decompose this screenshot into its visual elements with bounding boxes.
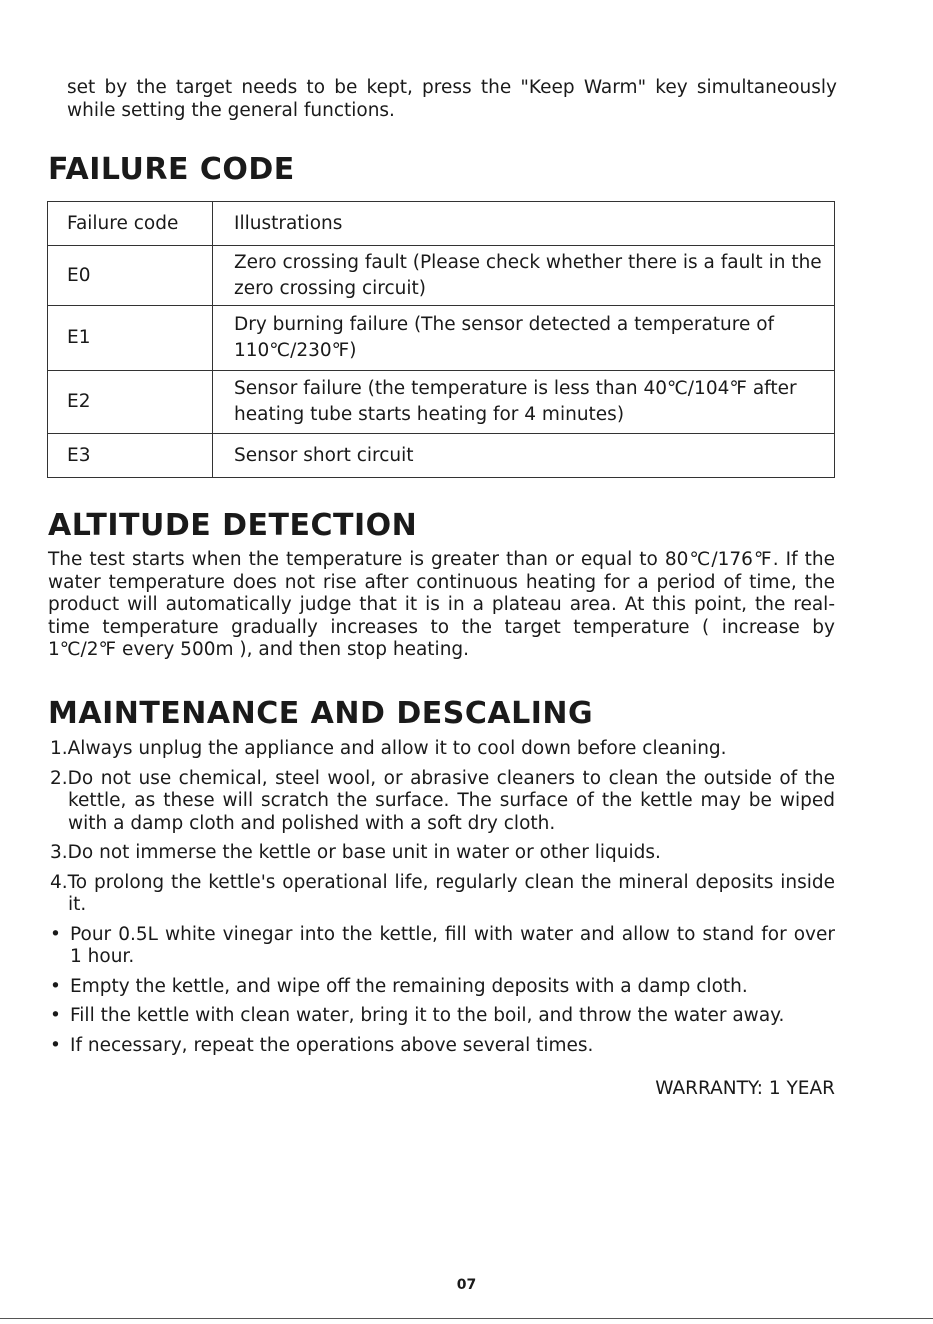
page-number: 07 xyxy=(456,1277,477,1293)
bullet-text: If necessary, repeat the operations above several times. xyxy=(70,1034,594,1056)
table-row xyxy=(48,246,835,306)
bullet-text: Empty the kettle, and wipe off the remaining deposits with a damp cloth. xyxy=(70,975,748,997)
bullet-text: Pour 0.5L white vinegar into the kettle, fill with water and allow to stand for over 1 hour. xyxy=(70,923,835,967)
header-illustrations: Illustrations xyxy=(213,202,835,246)
maintenance-step: 4.To prolong the kettle's operational life, regularly clean the mineral deposits inside it. xyxy=(50,871,835,915)
illustration-cell: Sensor failure (the temperature is less than 40℃/104℉ after heating tube starts heating for 4 minutes) xyxy=(213,371,835,434)
intro-text: set by the target needs to be kept, press the "Keep Warm" key simultaneously while setting the general functions. xyxy=(67,77,837,121)
descaling-bullet xyxy=(50,1005,835,1028)
bullet-text: Fill the kettle with clean water, bring it to the boil, and throw the water away. xyxy=(70,1005,785,1026)
bullet-icon: • xyxy=(50,923,61,945)
bullet-icon: • xyxy=(50,1005,61,1026)
illustration-cell: Dry burning failure (The sensor detected a temperature of 110℃/230℉) xyxy=(213,306,835,371)
table-row xyxy=(48,306,835,371)
altitude-detection-heading: ALTITUDE DETECTION xyxy=(48,508,418,543)
maintenance-heading: MAINTENANCE AND DESCALING xyxy=(48,696,594,731)
table-row xyxy=(48,371,835,434)
failure-code-cell: E0 xyxy=(48,246,213,306)
intro-paragraph xyxy=(67,76,837,122)
table-row xyxy=(48,434,835,478)
descaling-bullet xyxy=(50,1035,835,1058)
failure-code-heading: FAILURE CODE xyxy=(48,152,295,187)
maintenance-step: 2.Do not use chemical, steel wool, or abrasive cleaners to clean the outside of the kettle, as these will scratch the surface. The surface of the kettle may be wiped with a damp cloth and polished with a soft dry cloth. xyxy=(50,767,835,834)
header-failure-code: Failure code xyxy=(48,202,213,246)
illustration-cell: Sensor short circuit xyxy=(213,434,835,478)
descaling-bullet xyxy=(50,976,835,999)
maintenance-step: 1.Always unplug the appliance and allow it to cool down before cleaning. xyxy=(50,738,727,759)
warranty-text: WARRANTY: 1 YEAR xyxy=(655,1078,835,1099)
illustration-cell: Zero crossing fault (Please check whether there is a fault in the zero crossing circuit) xyxy=(213,246,835,306)
bullet-icon: • xyxy=(50,1034,61,1056)
maintenance-list xyxy=(48,738,835,1064)
bullet-icon: • xyxy=(50,975,61,997)
table-header-row xyxy=(48,202,835,246)
failure-code-table xyxy=(47,201,835,478)
maintenance-step: 3.Do not immerse the kettle or base unit in water or other liquids. xyxy=(50,842,661,863)
footer-divider xyxy=(0,1318,933,1319)
descaling-bullet xyxy=(50,924,835,969)
failure-code-cell: E1 xyxy=(48,306,213,371)
altitude-detection-text: The test starts when the temperature is greater than or equal to 80℃/176℉. If the water temperature does not rise after continuous heating for a period of time, the product will automatically judge that it is in a plateau area. At this point, the real-time temperature gradually increases to the target temperature ( increase by 1℃/2℉ every 500m ), and then stop heating. xyxy=(48,549,835,660)
failure-code-cell: E3 xyxy=(48,434,213,478)
failure-code-cell: E2 xyxy=(48,371,213,434)
